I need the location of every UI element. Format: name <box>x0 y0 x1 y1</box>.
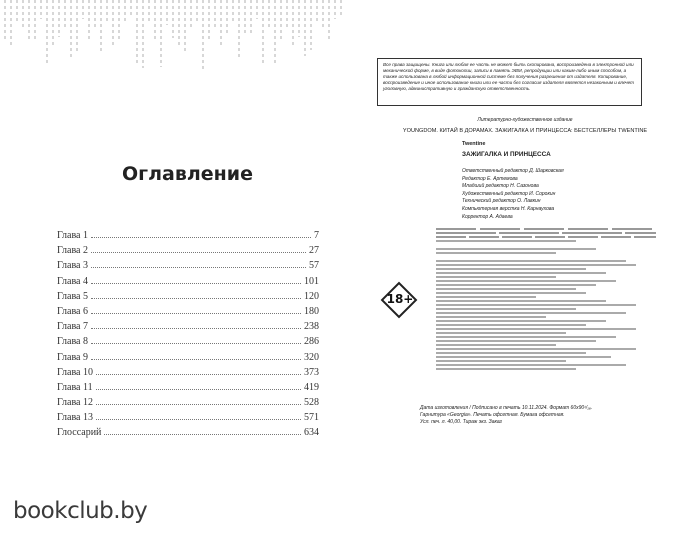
matrix-column <box>16 0 18 21</box>
toc-label: Глава 2 <box>57 245 88 257</box>
toc-page-number: 27 <box>309 245 319 257</box>
table-of-contents <box>57 230 319 443</box>
watermark: bookclub.by <box>13 498 148 524</box>
matrix-column <box>214 0 216 27</box>
toc-leader-dots <box>96 389 301 390</box>
matrix-column <box>196 0 198 24</box>
toc-page-number: 180 <box>304 305 319 317</box>
matrix-column <box>94 0 96 27</box>
toc-page-number: 373 <box>304 366 319 378</box>
matrix-column <box>178 0 180 45</box>
matrix-column <box>322 0 324 27</box>
matrix-column <box>256 0 258 19</box>
age-rating-label: 18+ <box>386 292 414 306</box>
toc-label: Глава 10 <box>57 366 93 378</box>
matrix-column <box>46 0 48 63</box>
toc-row <box>57 306 319 321</box>
matrix-column <box>88 0 90 42</box>
matrix-column <box>136 0 138 66</box>
series-line: YOUNGDOM. КИТАЙ В ДОРАМАХ. ЗАЖИГАЛКА И ПРИНЦЕССА: БЕСТСЕЛЛЕРЫ TWENTINE <box>402 128 648 134</box>
toc-row <box>57 336 319 351</box>
matrix-column <box>64 0 66 30</box>
toc-page-number: 571 <box>304 412 319 424</box>
toc-leader-dots <box>91 237 311 238</box>
toc-label: Глава 6 <box>57 305 88 317</box>
matrix-column <box>112 0 114 45</box>
toc-leader-dots <box>91 313 301 314</box>
toc-leader-dots <box>91 298 301 299</box>
rights-notice: Все права защищены. Книга или любая ее часть не может быть скопирована, воспроизведена в электронной или механической форме, в виде фотокопии, записи в память ЭВМ, репродукции или каким-либо иным способом, а также использована в любой информационной системе без получения разрешения от издателя. Копирование, воспроизведение и иное использование книги или ее части без согласия издателя является незаконным и влечет уголовную, административную и гражданскую ответственность. <box>377 58 642 106</box>
matrix-column <box>34 0 36 42</box>
toc-leader-dots <box>91 252 306 253</box>
toc-page-number: 57 <box>309 260 319 272</box>
toc-row <box>57 260 319 275</box>
toc-row <box>57 245 319 260</box>
matrix-column <box>298 0 300 37</box>
matrix-column <box>100 0 102 51</box>
toc-label: Глава 13 <box>57 412 93 424</box>
matrix-column <box>172 0 174 38</box>
page-title: Оглавление <box>122 163 253 185</box>
toc-leader-dots <box>96 374 301 375</box>
toc-row <box>57 230 319 245</box>
toc-leader-dots <box>91 267 306 268</box>
matrix-column <box>28 0 30 39</box>
toc-row <box>57 427 319 442</box>
matrix-column <box>202 0 204 69</box>
matrix-column <box>190 0 192 30</box>
toc-label: Глава 12 <box>57 397 93 409</box>
toc-leader-dots <box>96 419 301 420</box>
credit-line: Художественный редактор И. Сорокин <box>462 190 556 197</box>
toc-page-number: 7 <box>314 230 319 241</box>
toc-row <box>57 397 319 412</box>
toc-label: Глава 1 <box>57 230 88 241</box>
matrix-column <box>124 0 126 24</box>
imprint-label: Twentine <box>462 141 486 147</box>
matrix-column <box>130 0 132 17</box>
credit-line: Технический редактор О. Лавкин <box>462 198 541 205</box>
matrix-column <box>328 0 330 39</box>
credit-line: Компьютерная верстка Н. Карнаухова <box>462 205 555 212</box>
toc-page-number: 528 <box>304 397 319 409</box>
toc-label: Глоссарий <box>57 427 102 439</box>
matrix-column <box>316 0 318 22</box>
toc-row <box>57 321 319 336</box>
credit-line: Редактор Е. Артемова <box>462 175 518 182</box>
matrix-column <box>340 0 342 17</box>
toc-leader-dots <box>91 359 301 360</box>
toc-page-number: 419 <box>304 381 319 393</box>
matrix-column <box>82 0 84 19</box>
right-page <box>350 0 700 543</box>
matrix-column <box>208 0 210 39</box>
matrix-column <box>118 0 120 41</box>
toc-page-number: 634 <box>304 427 319 439</box>
toc-row <box>57 276 319 291</box>
toc-leader-dots <box>91 283 301 284</box>
toc-label: Глава 11 <box>57 381 93 393</box>
print-line-3: Усл. печ. л. 40,00. Тираж экз. Заказ <box>420 419 502 425</box>
matrix-column <box>154 0 156 39</box>
toc-label: Глава 7 <box>57 321 88 333</box>
toc-page-number: 120 <box>304 290 319 302</box>
matrix-column <box>238 0 240 57</box>
matrix-column <box>76 0 78 51</box>
matrix-column <box>268 0 270 28</box>
credit-line: Ответственный редактор Д. Шарковская <box>462 168 564 174</box>
print-details <box>420 405 592 426</box>
matrix-column <box>142 0 144 68</box>
toc-page-number: 101 <box>304 275 319 287</box>
matrix-column <box>58 0 60 37</box>
matrix-column <box>184 0 186 51</box>
toc-row <box>57 291 319 306</box>
matrix-column <box>280 0 282 40</box>
toc-label: Глава 5 <box>57 290 88 302</box>
matrix-column <box>304 0 306 56</box>
toc-leader-dots <box>96 404 301 405</box>
matrix-column <box>292 0 294 48</box>
toc-label: Глава 8 <box>57 336 88 348</box>
toc-row <box>57 412 319 427</box>
matrix-decoration <box>0 0 350 70</box>
matrix-column <box>22 0 24 28</box>
toc-page-number: 286 <box>304 336 319 348</box>
toc-page-number: 238 <box>304 321 319 333</box>
toc-row <box>57 367 319 382</box>
matrix-column <box>244 0 246 34</box>
genre-line: Литературно-художественное издание <box>477 117 573 123</box>
book-title: ЗАЖИГАЛКА И ПРИНЦЕССА <box>462 151 551 158</box>
credit-line: Корректор А. Адаева <box>462 213 513 220</box>
matrix-column <box>4 0 6 41</box>
print-line-1: Дата изготовления / Подписано в печать 10.11.2024. Формат 60x90¹/₁₆. <box>420 405 593 411</box>
matrix-column <box>334 0 336 19</box>
credit-line: Младший редактор Н. Сазонова <box>462 183 539 190</box>
fine-print-block-1 <box>436 228 656 372</box>
matrix-column <box>274 0 276 63</box>
matrix-column <box>52 0 54 47</box>
matrix-column <box>220 0 222 45</box>
toc-leader-dots <box>91 343 301 344</box>
credits-list <box>462 168 564 221</box>
matrix-column <box>40 0 42 19</box>
toc-row <box>57 352 319 367</box>
matrix-column <box>262 0 264 65</box>
toc-page-number: 320 <box>304 351 319 363</box>
matrix-column <box>10 0 12 45</box>
toc-label: Глава 3 <box>57 260 88 272</box>
matrix-column <box>106 0 108 23</box>
matrix-column <box>166 0 168 25</box>
matrix-column <box>160 0 162 67</box>
matrix-column <box>70 0 72 57</box>
matrix-column <box>148 0 150 21</box>
matrix-column <box>286 0 288 27</box>
toc-leader-dots <box>91 328 301 329</box>
matrix-column <box>226 0 228 33</box>
toc-row <box>57 382 319 397</box>
toc-label: Глава 4 <box>57 275 88 287</box>
toc-label: Глава 9 <box>57 351 88 363</box>
matrix-column <box>232 0 234 23</box>
toc-leader-dots <box>104 434 301 435</box>
matrix-column <box>250 0 252 34</box>
matrix-column <box>310 0 312 50</box>
print-line-2: Гарнитура «Georgia». Печать офсетная. Бумага офсетная. <box>420 412 565 418</box>
